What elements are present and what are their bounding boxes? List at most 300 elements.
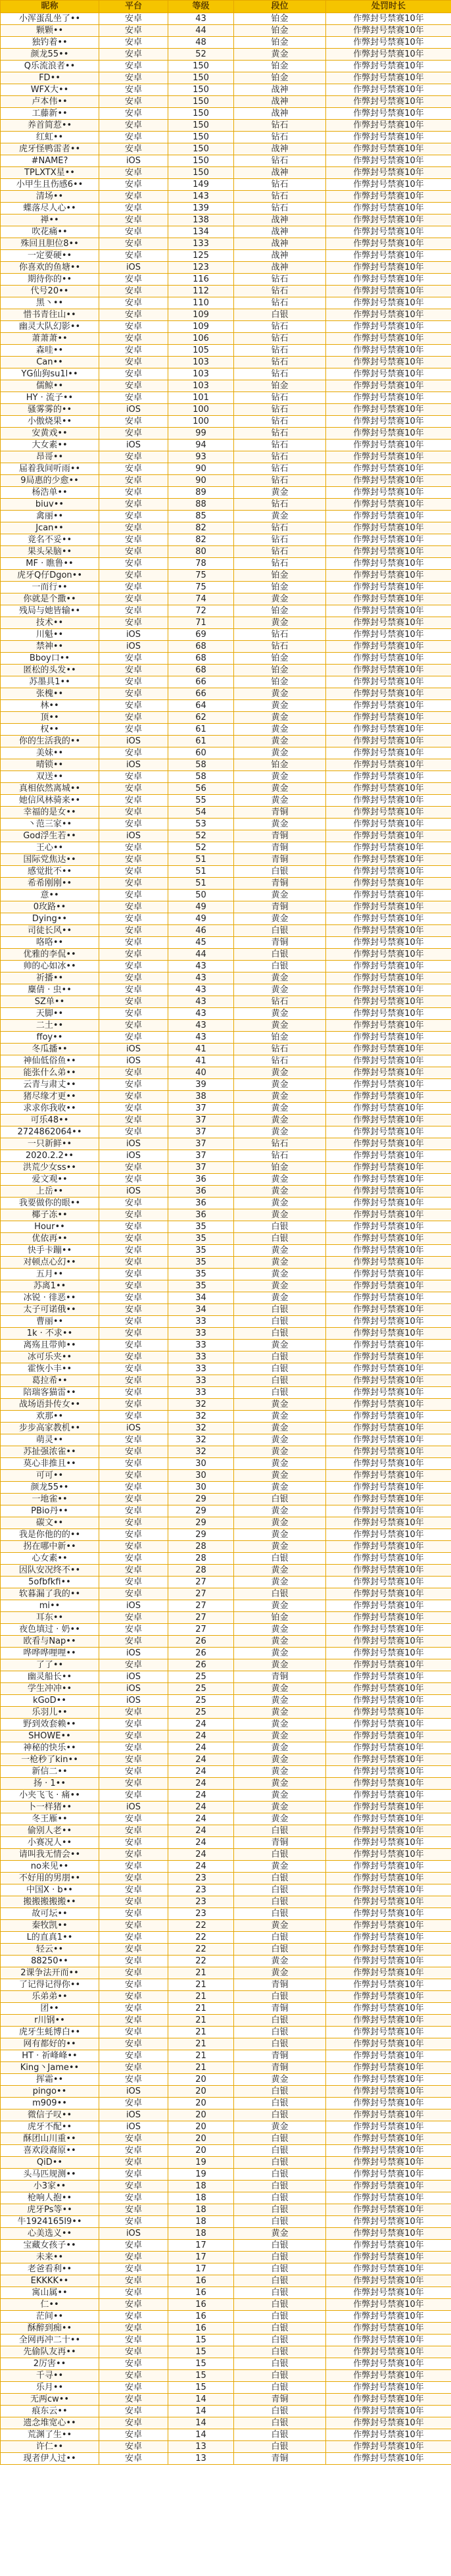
platform-cell: 安卓 xyxy=(99,2157,168,2169)
segment-cell: 黄金 xyxy=(234,1778,326,1790)
segment-cell: 黄金 xyxy=(234,1198,326,1209)
segment-cell: 白银 xyxy=(234,2015,326,2027)
level-cell: 150 xyxy=(168,120,234,132)
punishment-cell: 作弊封号禁赛10年 xyxy=(326,286,451,297)
punishment-cell: 作弊封号禁赛10年 xyxy=(326,1648,451,1659)
nickname-cell: 神仙低俗鱼•• xyxy=(1,1055,99,1067)
punishment-cell: 作弊封号禁赛10年 xyxy=(326,2181,451,2192)
table-row xyxy=(1,1719,451,1730)
platform-cell: 安卓 xyxy=(99,2358,168,2370)
table-row xyxy=(1,1446,451,1458)
punishment-cell: 作弊封号禁赛10年 xyxy=(326,368,451,380)
level-cell: 52 xyxy=(168,830,234,842)
segment-cell: 黄金 xyxy=(234,1742,326,1754)
platform-cell: 安卓 xyxy=(99,357,168,368)
segment-cell: 黄金 xyxy=(234,1730,326,1742)
table-row xyxy=(1,1032,451,1044)
platform-cell: iOS xyxy=(99,2121,168,2133)
platform-cell: 安卓 xyxy=(99,13,168,25)
table-row xyxy=(1,345,451,357)
level-cell: 39 xyxy=(168,1079,234,1091)
table-row xyxy=(1,1707,451,1719)
segment-cell: 黄金 xyxy=(234,771,326,783)
punishment-cell: 作弊封号禁赛10年 xyxy=(326,653,451,665)
segment-cell: 战神 xyxy=(234,167,326,179)
platform-cell: 安卓 xyxy=(99,333,168,345)
table-row xyxy=(1,866,451,878)
segment-cell: 白银 xyxy=(234,961,326,972)
table-row xyxy=(1,2287,451,2299)
level-cell: 18 xyxy=(168,2228,234,2240)
nickname-cell: 禁神•• xyxy=(1,641,99,653)
level-cell: 85 xyxy=(168,511,234,522)
table-row xyxy=(1,2098,451,2109)
segment-cell: 战神 xyxy=(234,238,326,250)
level-cell: 36 xyxy=(168,1198,234,1209)
nickname-cell: 王心•• xyxy=(1,842,99,854)
punishment-cell: 作弊封号禁赛10年 xyxy=(326,949,451,961)
platform-cell: iOS xyxy=(99,830,168,842)
punishment-cell: 作弊封号禁赛10年 xyxy=(326,1257,451,1269)
segment-cell: 白银 xyxy=(234,2145,326,2157)
level-cell: 25 xyxy=(168,1707,234,1719)
table-row xyxy=(1,700,451,712)
level-cell: 48 xyxy=(168,37,234,49)
level-cell: 22 xyxy=(168,1932,234,1944)
segment-cell: 黄金 xyxy=(234,724,326,736)
punishment-cell: 作弊封号禁赛10年 xyxy=(326,49,451,61)
platform-cell: 安卓 xyxy=(99,345,168,357)
table-row xyxy=(1,286,451,297)
level-cell: 19 xyxy=(168,2157,234,2169)
punishment-cell: 作弊封号禁赛10年 xyxy=(326,37,451,49)
level-cell: 15 xyxy=(168,2382,234,2394)
nickname-cell: 云青与肃丈•• xyxy=(1,1079,99,1091)
segment-cell: 白银 xyxy=(234,2299,326,2311)
segment-cell: 黄金 xyxy=(234,1600,326,1612)
table-row xyxy=(1,511,451,522)
level-cell: 71 xyxy=(168,617,234,629)
platform-cell: 安卓 xyxy=(99,1944,168,1956)
platform-cell: 安卓 xyxy=(99,2299,168,2311)
nickname-cell: 帅的心如冰•• xyxy=(1,961,99,972)
table-row xyxy=(1,120,451,132)
segment-cell: 战神 xyxy=(234,226,326,238)
level-cell: 24 xyxy=(168,1849,234,1861)
level-cell: 21 xyxy=(168,1967,234,1979)
punishment-cell: 作弊封号禁赛10年 xyxy=(326,380,451,392)
segment-cell: 黄金 xyxy=(234,1719,326,1730)
platform-cell: iOS xyxy=(99,2086,168,2098)
platform-cell: 安卓 xyxy=(99,605,168,617)
platform-cell: 安卓 xyxy=(99,2003,168,2015)
punishment-cell: 作弊封号禁赛10年 xyxy=(326,522,451,534)
punishment-cell: 作弊封号禁赛10年 xyxy=(326,676,451,688)
nickname-cell: 网有都好的•• xyxy=(1,2038,99,2050)
segment-cell: 钻石 xyxy=(234,641,326,653)
table-row xyxy=(1,108,451,120)
table-row xyxy=(1,1600,451,1612)
platform-cell: 安卓 xyxy=(99,901,168,913)
table-row xyxy=(1,1505,451,1517)
level-cell: 23 xyxy=(168,1873,234,1884)
level-cell: 45 xyxy=(168,937,234,949)
nickname-cell: 冰锐 · 徘恶•• xyxy=(1,1292,99,1304)
nickname-cell: 快手卡蹦•• xyxy=(1,1245,99,1257)
punishment-cell: 作弊封号禁赛10年 xyxy=(326,1565,451,1577)
nickname-cell: Hour•• xyxy=(1,1221,99,1233)
punishment-cell: 作弊封号禁赛10年 xyxy=(326,1577,451,1588)
platform-cell: 安卓 xyxy=(99,1399,168,1411)
table-row xyxy=(1,72,451,84)
segment-cell: 白银 xyxy=(234,2038,326,2050)
segment-cell: 黄金 xyxy=(234,2121,326,2133)
punishment-cell: 作弊封号禁赛10年 xyxy=(326,688,451,700)
segment-cell: 黄金 xyxy=(234,1802,326,1813)
segment-cell: 白银 xyxy=(234,1908,326,1920)
punishment-cell: 作弊封号禁赛10年 xyxy=(326,1150,451,1162)
level-cell: 44 xyxy=(168,25,234,37)
segment-cell: 白银 xyxy=(234,2263,326,2275)
header-platform: 平台 xyxy=(99,1,168,13)
level-cell: 26 xyxy=(168,1659,234,1671)
punishment-cell: 作弊封号禁赛10年 xyxy=(326,2015,451,2027)
nickname-cell: 2厉害•• xyxy=(1,2358,99,2370)
punishment-cell: 作弊封号禁赛10年 xyxy=(326,1162,451,1174)
level-cell: 32 xyxy=(168,1446,234,1458)
platform-cell: 安卓 xyxy=(99,1458,168,1470)
level-cell: 28 xyxy=(168,1553,234,1565)
level-cell: 80 xyxy=(168,546,234,558)
level-cell: 109 xyxy=(168,321,234,333)
nickname-cell: 老爸看利•• xyxy=(1,2263,99,2275)
punishment-cell: 作弊封号禁赛10年 xyxy=(326,155,451,167)
table-row xyxy=(1,463,451,475)
level-cell: 52 xyxy=(168,842,234,854)
platform-cell: 安卓 xyxy=(99,1115,168,1126)
platform-cell: 安卓 xyxy=(99,2145,168,2157)
platform-cell: 安卓 xyxy=(99,1162,168,1174)
platform-cell: 安卓 xyxy=(99,546,168,558)
level-cell: 21 xyxy=(168,2027,234,2038)
table-row xyxy=(1,2038,451,2050)
platform-cell: 安卓 xyxy=(99,463,168,475)
nickname-cell: 欧看与Nap•• xyxy=(1,1636,99,1648)
level-cell: 16 xyxy=(168,2323,234,2335)
segment-cell: 黄金 xyxy=(234,1470,326,1482)
nickname-cell: PBio丹•• xyxy=(1,1505,99,1517)
table-row xyxy=(1,309,451,321)
punishment-cell: 作弊封号禁赛10年 xyxy=(326,191,451,203)
table-row xyxy=(1,1932,451,1944)
punishment-cell: 作弊封号禁赛10年 xyxy=(326,747,451,759)
platform-cell: 安卓 xyxy=(99,949,168,961)
table-row xyxy=(1,321,451,333)
nickname-cell: 求求你我收•• xyxy=(1,1103,99,1115)
segment-cell: 白银 xyxy=(234,2382,326,2394)
punishment-cell: 作弊封号禁赛10年 xyxy=(326,250,451,262)
table-row xyxy=(1,1529,451,1541)
nickname-cell: 养首简惹•• xyxy=(1,120,99,132)
nickname-cell: 她信风林骑来•• xyxy=(1,795,99,807)
table-row xyxy=(1,593,451,605)
table-row xyxy=(1,1979,451,1991)
platform-cell: 安卓 xyxy=(99,2441,168,2453)
punishment-cell: 作弊封号禁赛10年 xyxy=(326,1730,451,1742)
platform-cell: 安卓 xyxy=(99,1636,168,1648)
segment-cell: 黄金 xyxy=(234,1636,326,1648)
punishment-cell: 作弊封号禁赛10年 xyxy=(326,2098,451,2109)
platform-cell: 安卓 xyxy=(99,309,168,321)
level-cell: 43 xyxy=(168,1008,234,1020)
punishment-cell: 作弊封号禁赛10年 xyxy=(326,593,451,605)
platform-cell: 安卓 xyxy=(99,487,168,499)
level-cell: 30 xyxy=(168,1482,234,1494)
segment-cell: 黄金 xyxy=(234,1115,326,1126)
nickname-cell: 独钓着•• xyxy=(1,37,99,49)
level-cell: 40 xyxy=(168,1067,234,1079)
table-row xyxy=(1,1482,451,1494)
table-row xyxy=(1,783,451,795)
table-row xyxy=(1,49,451,61)
platform-cell: 安卓 xyxy=(99,1280,168,1292)
segment-cell: 白银 xyxy=(234,2275,326,2287)
level-cell: 28 xyxy=(168,1541,234,1553)
nickname-cell: 希希刚刚•• xyxy=(1,878,99,890)
punishment-cell: 作弊封号禁赛10年 xyxy=(326,2038,451,2050)
nickname-cell: 昂哥•• xyxy=(1,451,99,463)
table-row xyxy=(1,1577,451,1588)
segment-cell: 白银 xyxy=(234,2240,326,2252)
level-cell: 125 xyxy=(168,250,234,262)
nickname-cell: 吹花痛•• xyxy=(1,226,99,238)
table-row xyxy=(1,1541,451,1553)
level-cell: 58 xyxy=(168,759,234,771)
nickname-cell: 扬 · 1•• xyxy=(1,1778,99,1790)
platform-cell: iOS xyxy=(99,440,168,451)
platform-cell: iOS xyxy=(99,1044,168,1055)
nickname-cell: 你就是个撒•• xyxy=(1,593,99,605)
nickname-cell: 二土•• xyxy=(1,1020,99,1032)
level-cell: 29 xyxy=(168,1494,234,1505)
level-cell: 28 xyxy=(168,1565,234,1577)
nickname-cell: #NAME? xyxy=(1,155,99,167)
punishment-cell: 作弊封号禁赛10年 xyxy=(326,605,451,617)
level-cell: 36 xyxy=(168,1209,234,1221)
nickname-cell: 拐在哪中新•• xyxy=(1,1541,99,1553)
punishment-cell: 作弊封号禁赛10年 xyxy=(326,2394,451,2406)
table-row xyxy=(1,1387,451,1399)
nickname-cell: 代号20•• xyxy=(1,286,99,297)
table-row xyxy=(1,380,451,392)
platform-cell: 安卓 xyxy=(99,771,168,783)
level-cell: 21 xyxy=(168,2015,234,2027)
nickname-cell: 我要做你的眼•• xyxy=(1,1198,99,1209)
nickname-cell: 双送•• xyxy=(1,771,99,783)
level-cell: 100 xyxy=(168,404,234,416)
level-cell: 15 xyxy=(168,2370,234,2382)
table-row xyxy=(1,1209,451,1221)
level-cell: 34 xyxy=(168,1304,234,1316)
level-cell: 25 xyxy=(168,1671,234,1683)
platform-cell: 安卓 xyxy=(99,676,168,688)
platform-cell: 安卓 xyxy=(99,1328,168,1340)
nickname-cell: 优雅的李侃•• xyxy=(1,949,99,961)
table-row xyxy=(1,143,451,155)
platform-cell: 安卓 xyxy=(99,2133,168,2145)
punishment-cell: 作弊封号禁赛10年 xyxy=(326,1399,451,1411)
segment-cell: 黄金 xyxy=(234,1482,326,1494)
nickname-cell: 天脚•• xyxy=(1,1008,99,1020)
punishment-cell: 作弊封号禁赛10年 xyxy=(326,2086,451,2098)
table-row xyxy=(1,2133,451,2145)
table-row xyxy=(1,1778,451,1790)
table-row xyxy=(1,1588,451,1600)
punishment-cell: 作弊封号禁赛10年 xyxy=(326,984,451,996)
platform-cell: 安卓 xyxy=(99,593,168,605)
nickname-cell: kGoD•• xyxy=(1,1695,99,1707)
punishment-cell: 作弊封号禁赛10年 xyxy=(326,2275,451,2287)
punishment-cell: 作弊封号禁赛10年 xyxy=(326,1802,451,1813)
level-cell: 32 xyxy=(168,1399,234,1411)
nickname-cell: 一定要硬•• xyxy=(1,250,99,262)
punishment-cell: 作弊封号禁赛10年 xyxy=(326,830,451,842)
table-row xyxy=(1,25,451,37)
nickname-cell: 竟名不妥•• xyxy=(1,534,99,546)
platform-cell: 安卓 xyxy=(99,1482,168,1494)
level-cell: 66 xyxy=(168,676,234,688)
table-row xyxy=(1,759,451,771)
nickname-cell: 全网再冲二十•• xyxy=(1,2335,99,2346)
table-row xyxy=(1,1802,451,1813)
platform-cell: 安卓 xyxy=(99,1517,168,1529)
nickname-cell: 林•• xyxy=(1,700,99,712)
table-row xyxy=(1,890,451,901)
level-cell: 88 xyxy=(168,499,234,511)
level-cell: 20 xyxy=(168,2074,234,2086)
nickname-cell: 虎牙怪鸭雷者•• xyxy=(1,143,99,155)
level-cell: 37 xyxy=(168,1162,234,1174)
table-row xyxy=(1,712,451,724)
punishment-cell: 作弊封号禁赛10年 xyxy=(326,925,451,937)
platform-cell: 安卓 xyxy=(99,1813,168,1825)
punishment-cell: 作弊封号禁赛10年 xyxy=(326,1091,451,1103)
table-row xyxy=(1,274,451,286)
punishment-cell: 作弊封号禁赛10年 xyxy=(326,309,451,321)
table-row xyxy=(1,2275,451,2287)
platform-cell: 安卓 xyxy=(99,1588,168,1600)
punishment-cell: 作弊封号禁赛10年 xyxy=(326,2216,451,2228)
table-row xyxy=(1,842,451,854)
nickname-cell: 小夹飞飞 · 痛•• xyxy=(1,1790,99,1802)
platform-cell: 安卓 xyxy=(99,842,168,854)
nickname-cell: 权•• xyxy=(1,724,99,736)
punishment-cell: 作弊封号禁赛10年 xyxy=(326,2192,451,2204)
table-row xyxy=(1,1423,451,1434)
platform-cell: 安卓 xyxy=(99,49,168,61)
platform-cell: iOS xyxy=(99,1150,168,1162)
platform-cell: iOS xyxy=(99,629,168,641)
nickname-cell: 喜欢段裔原•• xyxy=(1,2145,99,2157)
punishment-cell: 作弊封号禁赛10年 xyxy=(326,1896,451,1908)
punishment-cell: 作弊封号禁赛10年 xyxy=(326,1233,451,1245)
nickname-cell: 曹丽•• xyxy=(1,1316,99,1328)
table-row xyxy=(1,428,451,440)
level-cell: 90 xyxy=(168,475,234,487)
platform-cell: iOS xyxy=(99,641,168,653)
platform-cell: iOS xyxy=(99,736,168,747)
table-row xyxy=(1,1399,451,1411)
level-cell: 19 xyxy=(168,2169,234,2181)
level-cell: 68 xyxy=(168,653,234,665)
platform-cell: 安卓 xyxy=(99,72,168,84)
segment-cell: 白银 xyxy=(234,1884,326,1896)
nickname-cell: 5ofbfkfi•• xyxy=(1,1577,99,1588)
segment-cell: 白银 xyxy=(234,2181,326,2192)
level-cell: 27 xyxy=(168,1577,234,1588)
punishment-cell: 作弊封号禁赛10年 xyxy=(326,961,451,972)
level-cell: 33 xyxy=(168,1351,234,1363)
segment-cell: 铂金 xyxy=(234,25,326,37)
table-row xyxy=(1,2121,451,2133)
platform-cell: 安卓 xyxy=(99,1304,168,1316)
segment-cell: 黄金 xyxy=(234,1008,326,1020)
segment-cell: 黄金 xyxy=(234,1505,326,1517)
platform-cell: iOS xyxy=(99,262,168,274)
level-cell: 22 xyxy=(168,1944,234,1956)
table-row xyxy=(1,475,451,487)
segment-cell: 铂金 xyxy=(234,665,326,676)
nickname-cell: 萧萧萧•• xyxy=(1,333,99,345)
nickname-cell: 步步高家教机•• xyxy=(1,1423,99,1434)
nickname-cell: 酥醉到痴•• xyxy=(1,2323,99,2335)
table-row xyxy=(1,1091,451,1103)
nickname-cell: 可乐48•• xyxy=(1,1115,99,1126)
nickname-cell: 战场语卦传女•• xyxy=(1,1399,99,1411)
punishment-cell: 作弊封号禁赛10年 xyxy=(326,2370,451,2382)
table-row xyxy=(1,404,451,416)
nickname-cell: 陪瑞客猫雷•• xyxy=(1,1387,99,1399)
nickname-cell: 乐弟弟•• xyxy=(1,1991,99,2003)
table-row xyxy=(1,2228,451,2240)
table-row xyxy=(1,1742,451,1754)
level-cell: 116 xyxy=(168,274,234,286)
segment-cell: 白银 xyxy=(234,866,326,878)
segment-cell: 钻石 xyxy=(234,132,326,143)
punishment-cell: 作弊封号禁赛10年 xyxy=(326,1695,451,1707)
punishment-cell: 作弊封号禁赛10年 xyxy=(326,1671,451,1683)
segment-cell: 钻石 xyxy=(234,321,326,333)
punishment-cell: 作弊封号禁赛10年 xyxy=(326,2145,451,2157)
segment-cell: 白银 xyxy=(234,1896,326,1908)
punishment-cell: 作弊封号禁赛10年 xyxy=(326,1624,451,1636)
platform-cell: 安卓 xyxy=(99,1505,168,1517)
platform-cell: 安卓 xyxy=(99,1221,168,1233)
nickname-cell: 意•• xyxy=(1,890,99,901)
punishment-cell: 作弊封号禁赛10年 xyxy=(326,333,451,345)
segment-cell: 铂金 xyxy=(234,676,326,688)
table-row xyxy=(1,949,451,961)
table-row xyxy=(1,499,451,511)
table-row xyxy=(1,984,451,996)
nickname-cell: 可可•• xyxy=(1,1470,99,1482)
segment-cell: 黄金 xyxy=(234,1683,326,1695)
nickname-cell: 幽灵船长•• xyxy=(1,1671,99,1683)
level-cell: 27 xyxy=(168,1588,234,1600)
platform-cell: 安卓 xyxy=(99,1067,168,1079)
segment-cell: 铂金 xyxy=(234,380,326,392)
nickname-cell: 1k · 不求•• xyxy=(1,1328,99,1340)
